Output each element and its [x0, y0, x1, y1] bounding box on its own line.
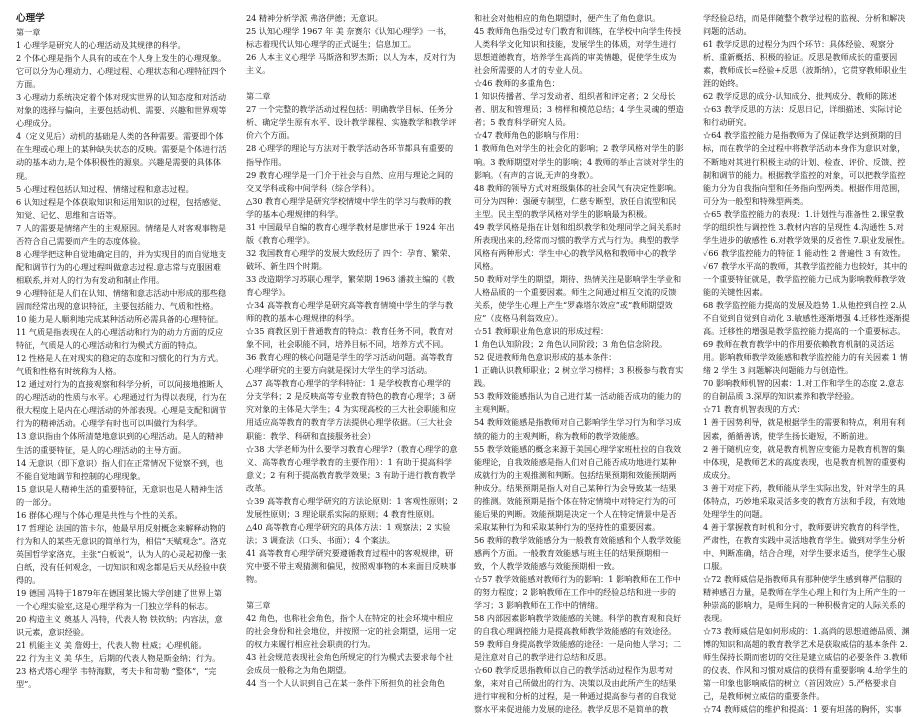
paragraph: 11 气质是指表现在人的心理活动和行为的动力方面的反应特征，气质是人的心理活动和行为模式方面的特点。	[16, 327, 224, 351]
paragraph: 26 人本主义心理学 马斯洛和罗杰斯；以人为本，反对行为主义。	[246, 52, 456, 76]
paragraph: 16 群体心理与个体心理是共性与个性的关系。	[16, 509, 183, 520]
paragraph: 70 影响教师机智的因素：1.对工作和学生的态度 2.意志的自制品质 3.深厚的知识素养和教学经验。	[703, 378, 904, 402]
paragraph: 13 意识指由个体所清楚地意识到的心理活动。是人的精神生活的重要特征，是人的心理活动的主导方面。	[16, 431, 224, 455]
paragraph: 50 教师对学生的期望，期待、热情关注是影响学生学业和人格品质的一个重要因素。师生之间通过相互交流的反馈关系，使学生心理上产生“罗森塔尔效应”或“教师期望效应”（皮格马利翁效应）。	[474, 273, 682, 324]
paragraph: ☆73 教师威信是如何形成的：1.高尚的思想道德品质、渊博的知识和高超的教育教学艺术是获取威信的基本条件 2.师生保持长期而密切的交往是建立威信的必要条件 3.教师的仪表、作风和习惯对威信的获得有重要影响 4.给学生的第一印象也影响威信的树立（首因效应）5.严格要求自己，是教师树立威信的重要条件。	[703, 626, 910, 702]
chapter-heading: 第一章	[16, 27, 41, 37]
paragraph: 14 无意识（即下意识）指人们在正常情况下觉察不到，也不能自觉地调节和控制的心理现象。	[16, 457, 224, 481]
paragraph: 4（定义见后）动机的基础是人类的各种需要。需要即个体在生理或心理上的某种缺失状态的反映。需要是个体进行活动的基本动力,是个体积极性的源泉。兴趣是需要的具体体现。	[16, 131, 227, 181]
paragraph: 15 意识是人精神生活的重要特征，无意识也是人精神生活的一部分。	[16, 483, 224, 507]
text-column-4	[703, 12, 910, 715]
paragraph: 1 心理学是研究人的心理活动及其规律的科学。	[16, 40, 186, 51]
paragraph: ☆63 教学反思的方法：反思日记，详细描述、实际讨论和行动研究。	[703, 104, 903, 128]
paragraph: △30 教育心理学是研究学校情境中学生的学习与教师的教学的基本心理规律的科学。	[246, 195, 452, 219]
paragraph: 学经验总结，而是伴随整个教学过程的监视、分析和解决问题的活动。	[703, 13, 906, 37]
paragraph: 55 教学效能感的概念来源于美国心理学家班杜拉的自我效能理论，自我效能感是指人们对自己能否成功地进行某种成就行为的主观推测和判断。包括结果预期和效能预期两种成分。结果预期是指人对自己某种行为会导致某一结果的推测。效能预期是指个体在特定情境中对特定行为的可能后果的判断。效能预期是决定一个人在特定情景中是否采取某种行为和采取某种行为的坚持性的重要因素。	[474, 443, 682, 532]
paragraph: 27 一个完整的教学活动过程包括：明确教学目标、任务分析、确定学生原有水平、设计教学课程、实施教学和教学评价六个方面。	[246, 104, 457, 141]
paragraph: 2 善于随机应变，就是教育机智应变能力是教育机智的集中体现，是教师艺术的高度表现，也是教育机智的重要构成成分。	[703, 443, 906, 480]
paragraph: ☆39 高等教育心理学研究的方法论原则：1 客观性原则；2 发展性原则；3 理论联系实际的原则；4 教育性原则。	[246, 495, 458, 519]
paragraph: ☆34 高等教育心理学是研究高等教育情境中学生的学与教师的教的基本心理规律的科学。	[246, 300, 454, 324]
paragraph: 56 教师的教学效能感分为一般教育效能感和个人教学效能感两个方面。一般教育效能感与班主任的结果预期相一致，个人教学效能感与效能预期相一致。	[474, 534, 682, 571]
chapter-heading: 第二章	[246, 91, 271, 102]
paragraph: 1 知识传播者、学习发动者、组织者和评定者；2 父母长者、朋友和管理员；3 榜样和模范总结；4 学生灵魂的塑造者；5 教育科学研究人员。	[474, 91, 684, 128]
paragraph: ☆65 教学监控能力的表现：1.计划性与准备性 2.课堂教学的组织性与调控性 3.教材内容的呈现性 4.沟通性 5.对学生进步的敏感性 6.对教学效果的反省性 7.职业发展性。	[703, 208, 910, 245]
paragraph: 48 教师的领导方式对班级集体的社会风气有决定性影响。可分为四种：强硬专制型，仁慈专断型，放任自流型和民主型。民主型的教学风格对学生的影响最为积极。	[474, 182, 682, 219]
paragraph: ✓67 教学水平高的教师，其教学监控能力也较好，其中的一个重要特征就是，教学监控能力已成为影响教师教学效能的关键性因素。	[703, 260, 908, 297]
paragraph: 49 教学风格是指在计划和组织教学和处理同学之间关系时所表现出来的,经常而习惯的教学方式与行为。典型的教学风格有两种形式：学生中心的教学风格和教师中心的教学风格。	[474, 221, 682, 271]
paragraph: 10 能力是人顺利地完成某种活动所必需具备的心理特征。	[16, 314, 224, 325]
paragraph: 68 教学监控能力提高的发展及趋势 1.从他控到自控 2.从不自觉到自觉到自动化 3.敏感性逐渐增强 4.迁移性逐渐提高。迁移性的增强是教学监控能力提高的一个重要标志。	[703, 300, 910, 337]
paragraph: 19 德国 冯特于1879年在德国莱比锡大学创建了世界上第一个心理实验室,这是心理学称为一门独立学科的标志。	[16, 588, 223, 612]
paragraph: 3 心理动力系统决定着个体对现实世界的认知态度和对活动对象的选择与偏向，主要包括动机、需要、兴趣和世界观等心理成分。	[16, 92, 227, 129]
text-column-2	[246, 12, 458, 689]
paragraph: 22 行为主义 美 华生，后期的代表人物是斯金纳；行为。	[16, 653, 221, 664]
chapter-heading: 第三章	[246, 600, 271, 611]
paragraph: 4 善于掌握教育时机和分寸，教师要讲究教育的科学性，严肃性，在教育实践中灵活地教育学生。做到对学生分析中、判断准确，结合合理，对学生要求适当，使学生心服口服。	[703, 521, 906, 571]
paragraph: 2 个体心理是指个人具有的或在个人身上发生的心理现象。它可以分为心理动力、心理过程、心理状态和心理特征四个方面。	[16, 53, 227, 90]
paragraph: 31 中国最早自编的教育心理学教材是廖世承于 1924 年出版《教育心理学》。	[246, 221, 455, 245]
paragraph: 45 教师角色指受过专门教育和训练，在学校中向学生传授人类科学文化知识和技能，发展学生的体质，对学生进行思想道德教育，培养学生高尚的审美情趣，促使学生成为社会所需要的人才的专业人员。	[474, 26, 682, 76]
paragraph: 25 认知心理学 1967 年 美 奈赛尔《认知心理学》一书，标志着现代认知心理学的正式诞生；信息加工。	[246, 26, 452, 50]
paragraph: 62 教学反思的成分-认知成分、批判成分、教师的陈述	[703, 91, 897, 102]
paragraph: 1 角色认知阶段；2 角色认同阶段；3 角色信念阶段。	[474, 339, 668, 350]
spacer	[246, 586, 458, 599]
paragraph: 17 哲理论 法国的笛卡尔，他最早用反射概念来解释动物的行为和人的某些无意识的简单行为，相信“天赋观念”。洛克 英国哲学家洛克，主张“白板说”，认为人的心灵起初像一张白纸，没有任何观念，一切知识和观念都是后天从经验中获得的。	[16, 522, 227, 585]
paragraph: ☆72 教师威信是指教师具有那种使学生感到尊严信服的精神感召力量，是教师在学生心理上和行为上所产生的一种崇高的影响力，是师生间的一种积极肯定的人际关系的表现。	[703, 574, 906, 624]
paragraph: 6 认知过程是个体获取知识和运用知识的过程，包括感觉、知觉、记忆、思维和言语等。	[16, 196, 227, 220]
spacer	[246, 77, 458, 90]
paragraph: ☆64 教学监控能力是指教师为了保证教学达到预期的目标，而在教学的全过程中将教学活动本身作为意识对象，不断地对其进行积极主动的计划、检查、评价、反馈、控制和调节的能力。根据教学监控的对象，可以把教学监控能力分为自我指向型和任务指向型两类。根据作用范围，可分为一般型和特殊型两类。	[703, 130, 906, 206]
text-column-1	[16, 12, 228, 690]
paragraph: 7 人的需要是情绪产生的主观原因。情绪是人对客观事物是否符合自己需要而产生的态度体验。	[16, 222, 227, 246]
paragraph: 12 性格是人在对现实的稳定的态度和习惯化的行为方式。气质和性格有时统称为人格。	[16, 353, 224, 377]
paragraph: 59 教师自身提高教学效能感的途径：一是向他人学习；二是注意对自己的教学进行总结和反思。	[474, 639, 682, 663]
paragraph: ☆74 教师威信的维护和提高：1 要有坦荡的胸怀，实事	[703, 704, 902, 715]
paragraph: 1 教师角色对学生的社会化的影响；2 教学风格对学生的影响。3 教师期望对学生的影响；4 教师的举止言谈对学生的影响。（有声的言说,无声的身教）。	[474, 143, 684, 180]
paragraph: 24 精神分析学派 弗洛伊德；无意识。	[246, 13, 383, 23]
paragraph: 43 社会规范表现社会角色所规定的行为模式去要求每个社会成员一般称之为角色期望。	[246, 652, 454, 676]
paragraph: 52 促进教师角色意识形成的基本条件：	[474, 352, 617, 363]
paragraph: ✓66 教学监控能力的特征 1 能动性 2 普遍性 3 有效性。	[703, 247, 906, 258]
paragraph: 9 心理特征是人们在认知、情绪和意志活动中形成的那些稳固而经常出现的意识特征，主要包括能力、气质和性格。	[16, 287, 227, 311]
paragraph: 5 心理过程包括认知过程、情绪过程和意志过程。	[16, 183, 194, 194]
paragraph: 21 机能主义 美 詹姆士，代表人物 杜威；心理机能。	[16, 640, 207, 651]
paragraph: 32 我国教育心理学的发展大致经历了 四个：孕育、繁荣、破坏、新生四个时期。	[246, 247, 456, 271]
paragraph: ☆35 商教区别于普通教育的特点：教育任务不同，教育对象不同，社会职能不同，培养目标不同，培养方式不同。	[246, 326, 454, 350]
paragraph: 36 教育心理的核心问题是学生的学习活动问题。高等教育心理学研究的主要方向就是探讨大学生的学习活动。	[246, 352, 454, 376]
paragraph: 3 善于对症下药，教师能从学生实际出发，针对学生的具体特点，巧妙地采取灵活多变的教育方法和手段，有效地处理学生的问题。	[703, 482, 906, 519]
paragraph: 58 内部因素影响教学效能感的关键。科学的教育观和良好的自我心理调控能力是提高教师教学效能感的有效途径。	[474, 613, 682, 637]
paragraph: ☆47 教师角色的影响与作用：	[474, 130, 584, 141]
paragraph: 69 教师在教育教学中的作用要依赖教育机制的灵活运用。影响教师教学效能感和教学监控能力的有关因素 1 情绪 2 学生 3 问题解决问题能力与创造性。	[703, 339, 908, 376]
paragraph: △37 高等教育心理学的学科特征：1 是学校教育心理学的分支学科；2 是反映高等专业教育特色的教育心理学；3 研究对象的主体是大学生；4 为实现高校的三大社会职能和应用适应高等教育的教育学方法提供心理学依据。（三大社会职能：教学、科研和直接服务社会）	[246, 378, 457, 441]
paragraph: 54 教师效能感是指教师对自己影响学生学习行为和学习成绩的能力的主观判断，称为教师的教学效能感。	[474, 417, 682, 441]
paragraph: 61 教学反思的过程分为四个环节：具体经验、观察分析、重新概括、积极的验证。反思是教师成长的重要因素，教师成长=经验+反思（波斯纳），它贯穿教师职业生涯的始终。	[703, 39, 907, 89]
paragraph: 和社会对他相应的角色期望时，便产生了角色意识。	[474, 13, 661, 23]
paragraph: 44 当一个人认识到自己在某一条件下所担负的社会角色	[246, 678, 446, 689]
paragraph: 28 心理学的理论与方法对于教学活动各环节都具有重要的指导作用。	[246, 143, 454, 167]
paragraph: 1 善于因势利导，就是根据学生的需要和特点，利用有利因素，循循善诱，使学生扬长避短，不断前进。	[703, 417, 905, 441]
paragraph: △40 高等教育心理学研究的具体方法：1 观察法；2 实验法；3 调查法（口头、书面）；4 个案法。	[246, 521, 451, 545]
paragraph: ☆51 教师职业角色意识的形成过程：	[474, 326, 609, 337]
paragraph: 8 心理学把这种自觉地确定目的，并为实现目的而自觉地支配和调节行为的心理过程叫做意志过程.意志常与克服困难相联系,并对人的行为有发动和制止作用。	[16, 248, 227, 285]
paragraph: ☆60 教学反思指教师以自己的教学活动过程作为思考对象，来对自己所做出的行为、决策以及由此所产生的结果进行审视和分析的过程，是一种通过提高参与者的自我觉察水平来促进能力发展的途径。教学反思不是简单的教	[474, 665, 677, 715]
paragraph: ☆38 大学老师为什么要学习教育心理学?（教育心理学的意义、高等教育心理学教育的主要作用）：1 有助于提高科学意义；2 有利于提高教育教学效果；3 有助于进行教育教学改革。	[246, 443, 458, 493]
paragraph: ☆46 教师的多重角色：	[474, 78, 560, 89]
paragraph: 29 教育心理学是一门介于社会与自然、应用与理论之间的交叉学科或称中间学科（综合学科）。	[246, 169, 454, 193]
paragraph: ☆71 教育机智表现的方式：	[703, 404, 805, 415]
text-column-3	[474, 12, 684, 715]
paragraph: 12 通过对行为的直接观察和科学分析，可以间接地推断人的心理活动的性质与水平。心理通过行为得以表现，行为在很大程度上是内在心理活动的外部表现。心理是支配和调节行为的精神活动。心理学有时也可以叫做行为科学。	[16, 379, 227, 429]
paragraph: 1 正确认识教师职业；2 树立学习榜样；3 积极参与教育实践。	[474, 365, 684, 389]
document-title: 心理学	[16, 13, 45, 24]
paragraph: 53 教师效能感指认为自己进行某一活动能否成功的能力的主观判断。	[474, 391, 682, 415]
paragraph: 42 角色，也称社会角色，指个人在特定的社会环境中相应的社会身份和社会地位，并按照一定的社会期望，运用一定的权力来履行相应社会职责的行为。	[246, 613, 457, 650]
paragraph: 20 构造主义 奠基人 冯特，代表人物 铁钦纳；内容法，意识元素，意识经验。	[16, 614, 223, 638]
paragraph: 23 格式塔心理学 韦特海默，考夫卡和苛勒 “整体”，“完型”。	[16, 666, 217, 690]
paragraph: ☆57 教学效能感对教师行为的影响：1 影响教师在工作中的努力程度；2 影响教师在工作中的经验总结和进一步的学习；3 影响教师在工作中的情绪。	[474, 574, 681, 611]
paragraph: 41 高等教育心理学研究要遵循教育过程中的客观规律，研究中要不带主观猜测和偏见，按照观事物的本来面目反映事物。	[246, 547, 457, 585]
paragraph: 33 改造期学习苏联心理学，繁荣期 1963 潘菽主编的《教育心理学》。	[246, 273, 455, 297]
